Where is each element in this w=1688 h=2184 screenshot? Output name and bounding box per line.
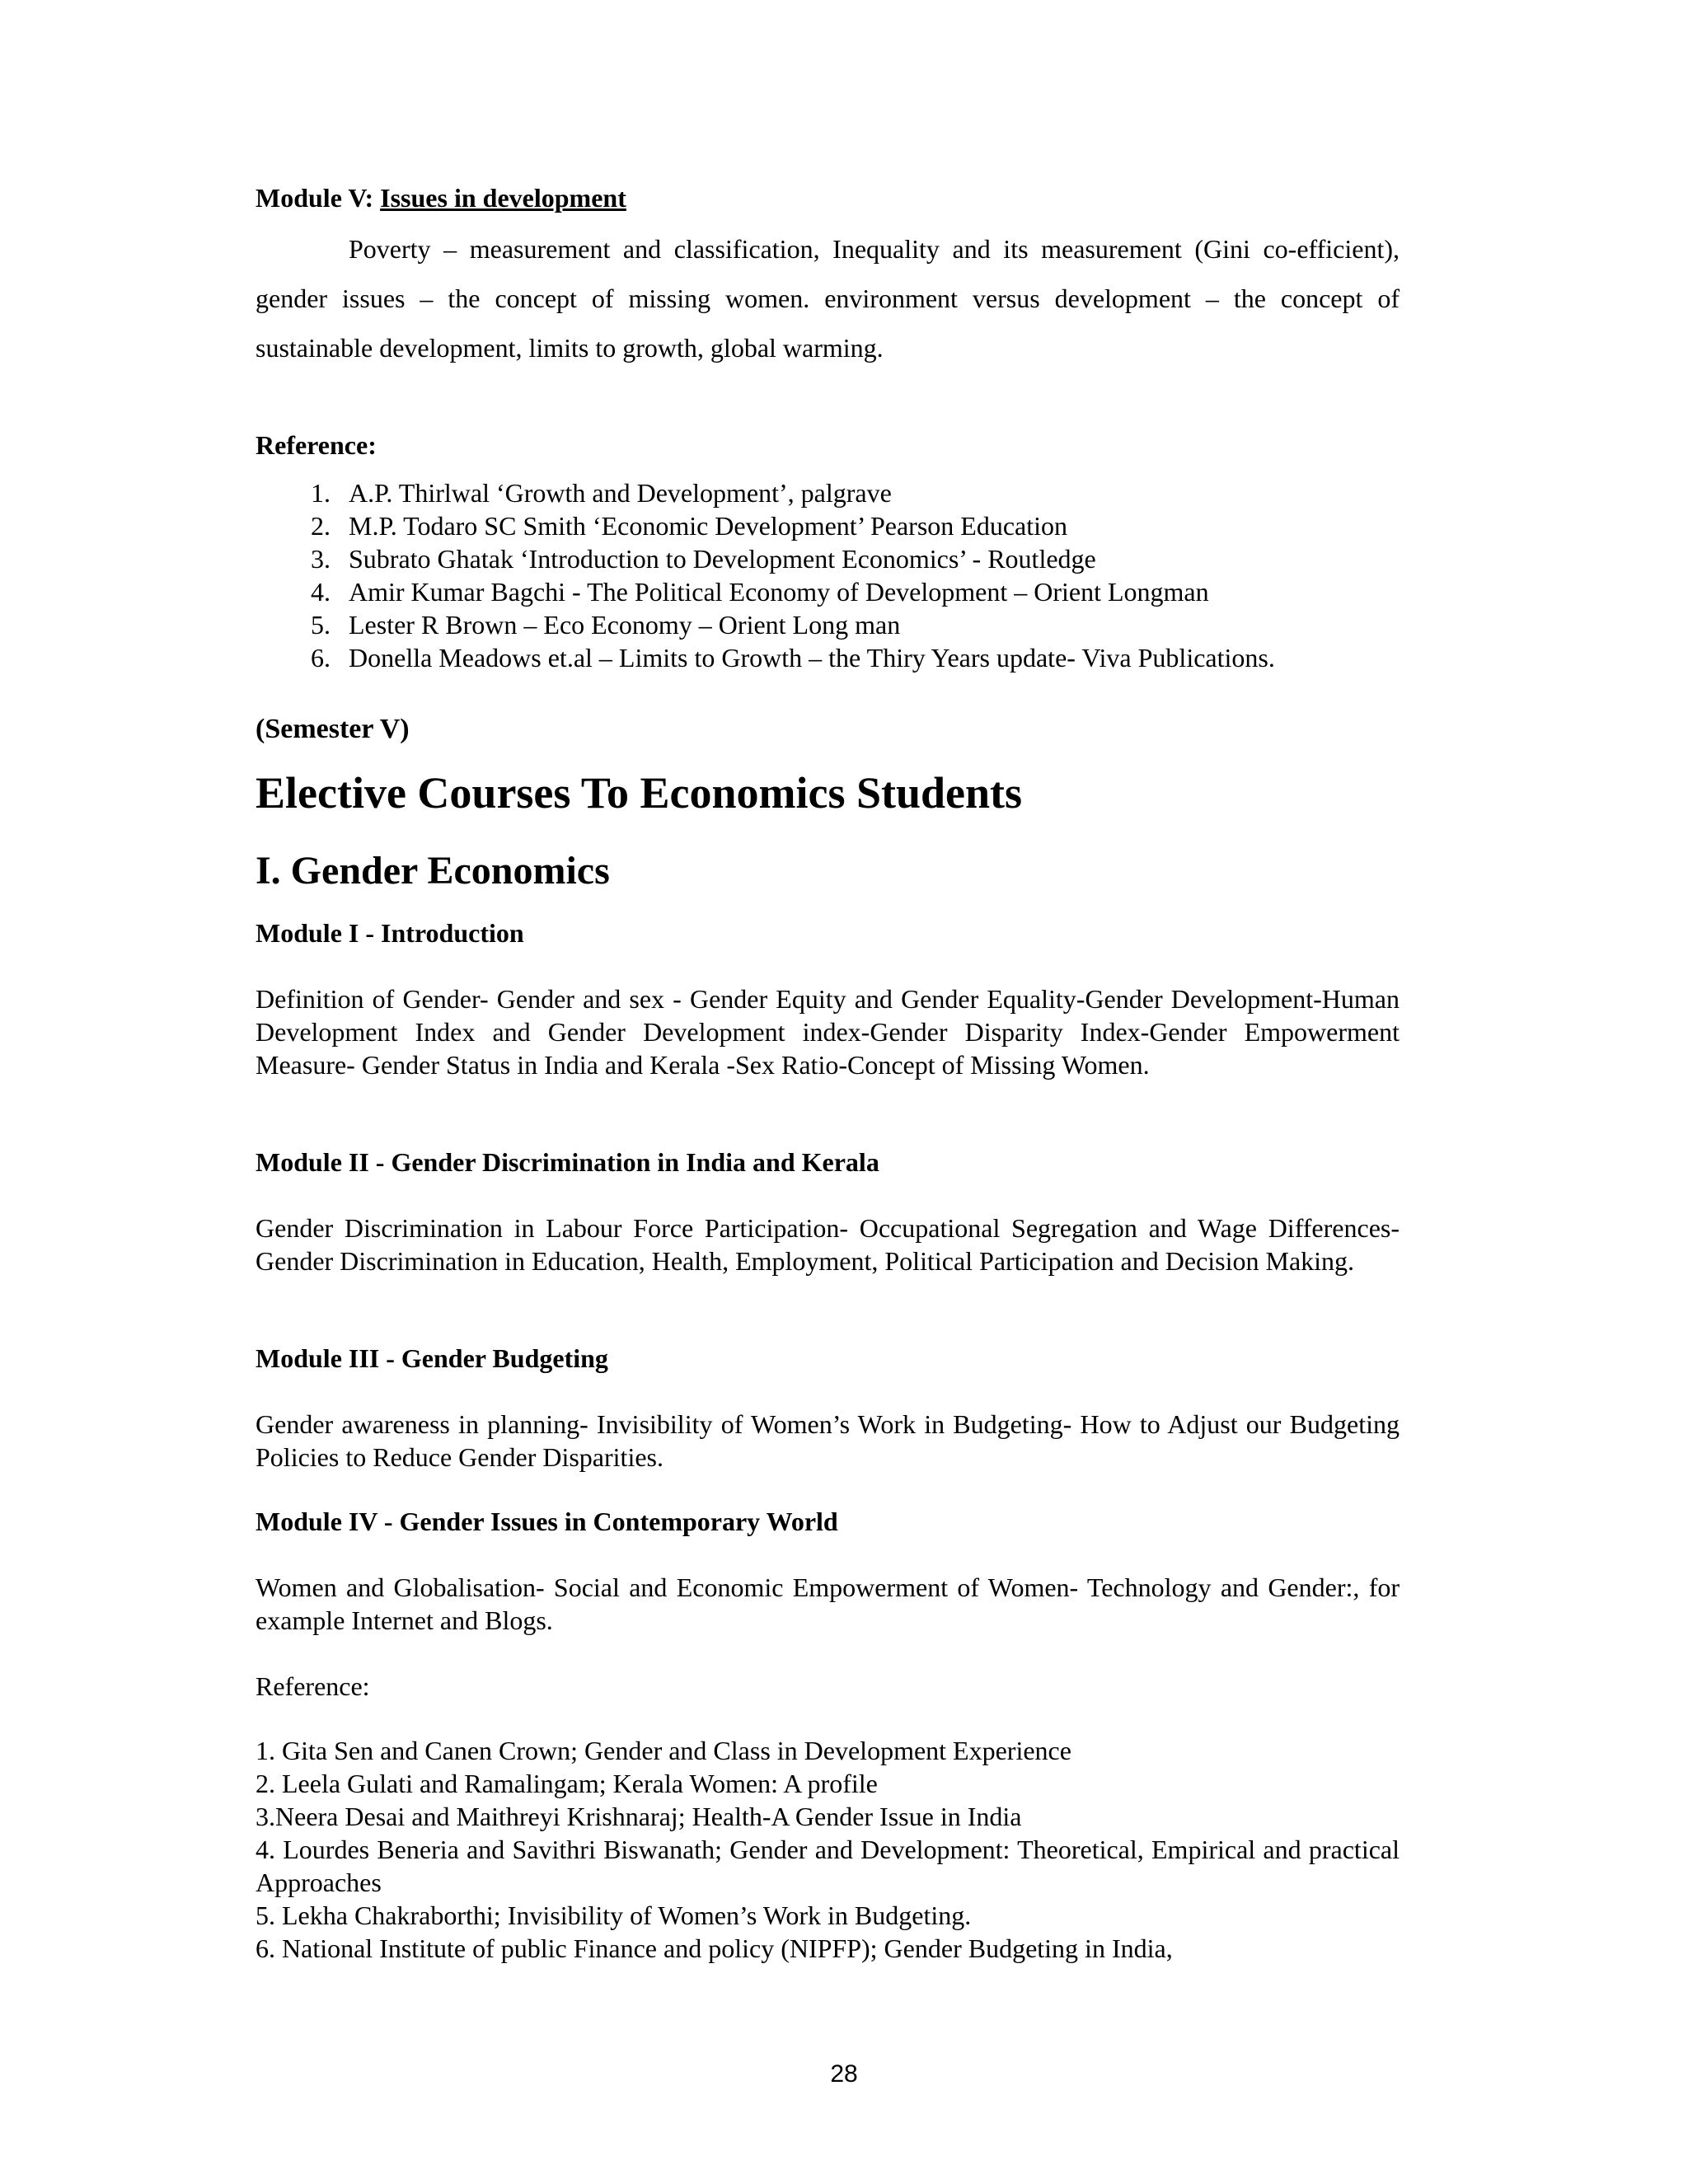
module-iii-title: Module III - Gender Budgeting bbox=[256, 1343, 608, 1373]
module-v-body: Poverty – measurement and classification, Inequality and its measurement (Gini co-efficient), gender issues – the concept of missing women. environment versus development – the concept of sustainable development, limits to growth, global warming. bbox=[256, 234, 1400, 363]
list-item: 1. Gita Sen and Canen Crown; Gender and Class in Development Experience bbox=[256, 1736, 1071, 1765]
elective-title: Elective Courses To Economics Students bbox=[256, 768, 1023, 818]
module-iv-body: Women and Globalisation- Social and Economic Empowerment of Women- Technology and Gender:, for example Internet and Blogs. bbox=[256, 1572, 1400, 1635]
module-iii-body: Gender awareness in planning- Invisibility of Women’s Work in Budgeting- How to Adjust our Budgeting Policies to Reduce Gender Disparities. bbox=[256, 1409, 1400, 1472]
list-item: 5. Lester R Brown – Eco Economy – Orient Long man bbox=[311, 610, 901, 640]
list-item: 2. M.P. Todaro SC Smith ‘Economic Development’ Pearson Education bbox=[311, 511, 1068, 541]
list-item: 2. Leela Gulati and Ramalingam; Kerala Women: A profile bbox=[256, 1769, 878, 1798]
module-ii-body: Gender Discrimination in Labour Force Participation- Occupational Segregation and Wage Differences- Gender Discrimination in Education, Health, Employment, Political Participation and Decision Making. bbox=[256, 1213, 1400, 1276]
page-number: 28 bbox=[830, 2060, 858, 2088]
reference-2-list bbox=[256, 1734, 1400, 1965]
list-item: 6. National Institute of public Finance and policy (NIPFP); Gender Budgeting in India, bbox=[256, 1933, 1173, 1963]
module-i-title: Module I - Introduction bbox=[256, 918, 524, 948]
list-item: 4. Lourdes Beneria and Savithri Biswanath; Gender and Development: Theoretical, Empirical and practical Approaches bbox=[256, 1835, 1400, 1897]
module-v-heading bbox=[256, 183, 1400, 213]
list-item: 5. Lekha Chakraborthi; Invisibility of Women’s Work in Budgeting. bbox=[256, 1900, 972, 1930]
module-iv-title: Module IV - Gender Issues in Contemporary World bbox=[256, 1507, 838, 1536]
module-v-title: Issues in development bbox=[380, 183, 626, 213]
list-item: 6. Donella Meadows et.al – Limits to Growth – the Thiry Years update- Viva Publications. bbox=[311, 643, 1275, 673]
reference-list bbox=[256, 476, 1400, 674]
semester-label: (Semester V) bbox=[256, 714, 410, 744]
course-title: I. Gender Economics bbox=[256, 849, 610, 893]
reference-2-heading: Reference: bbox=[256, 1671, 370, 1701]
list-item: 3. Subrato Ghatak ‘Introduction to Development Economics’ - Routledge bbox=[311, 544, 1096, 574]
module-i-body: Definition of Gender- Gender and sex - Gender Equity and Gender Equality-Gender Development-Human Development Index and Gender Development index-Gender Disparity Index-Gender Empowerment Measure- Gender Status in India and Kerala -Sex Ratio-Concept of Missing Women. bbox=[256, 984, 1400, 1080]
module-v-label: Module V: bbox=[256, 183, 381, 213]
list-item: 4. Amir Kumar Bagchi - The Political Economy of Development – Orient Longman bbox=[311, 577, 1209, 607]
reference-heading: Reference: bbox=[256, 430, 377, 460]
list-item: 1. A.P. Thirlwal ‘Growth and Development’, palgrave bbox=[311, 478, 892, 508]
module-ii-title: Module II - Gender Discrimination in India and Kerala bbox=[256, 1147, 879, 1177]
list-item: 3.Neera Desai and Maithreyi Krishnaraj; Health-A Gender Issue in India bbox=[256, 1802, 1022, 1831]
